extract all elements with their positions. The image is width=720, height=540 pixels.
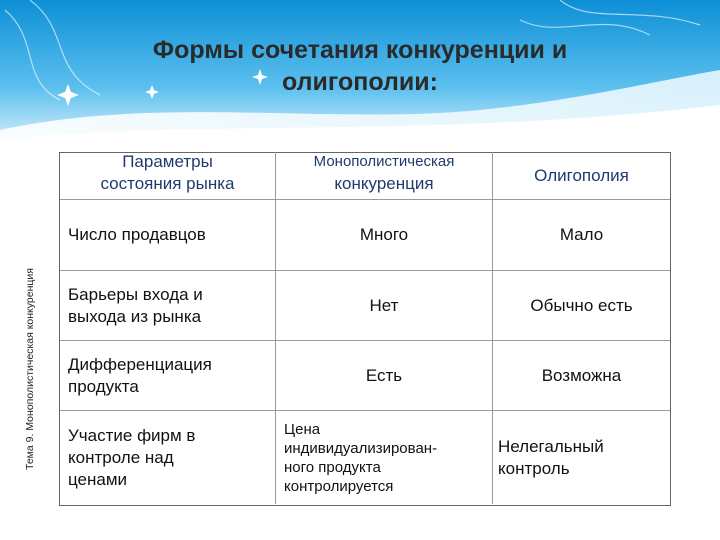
row2-param (68, 271, 273, 340)
header-oligopoly: Олигополия (534, 165, 629, 185)
row4-param-line2: контроле над (68, 447, 174, 467)
row2-monopolistic: Нет (369, 295, 399, 315)
row4-param-line3: ценами (68, 469, 128, 489)
row2-oligopoly: Обычно есть (530, 295, 633, 315)
header-monopolistic (276, 148, 492, 198)
row4-mono-line3: ного продукта (284, 458, 381, 476)
row4-monopolistic (284, 411, 490, 504)
row4-oligopoly (498, 411, 670, 504)
row2-param-line1: Барьеры входа и (68, 284, 203, 304)
row3-param-line1: Дифференциация (68, 354, 212, 374)
row3-param-line2: продукта (68, 376, 139, 396)
row1-param: Число продавцов (68, 225, 206, 244)
side-topic-label: Тема 9. Монополистическая конкуренция (24, 268, 36, 470)
row4-oligo-line2: контроль (498, 458, 570, 478)
header-params-line2: состояния рынка (100, 174, 235, 193)
row3-monopolistic: Есть (365, 365, 403, 385)
header-monopolistic-line2: конкуренция (334, 174, 434, 193)
row4-param (68, 411, 273, 504)
row1-oligopoly: Мало (559, 225, 604, 244)
row1-monopolistic: Много (359, 225, 409, 244)
row4-mono-line4: контролируется (284, 477, 394, 495)
slide-title-line2: олигополии: (282, 68, 438, 96)
row3-oligopoly: Возможна (541, 365, 622, 385)
slide-title-line1: Формы сочетания конкуренции и (152, 36, 568, 64)
row2-param-line2: выхода из рынка (68, 306, 202, 326)
row4-mono-line2: индивидуализирован- (284, 439, 438, 457)
header-params-line1: Параметры (122, 152, 213, 171)
header-monopolistic-line1: Монополистическая (313, 153, 455, 170)
row4-mono-line1: Цена (284, 420, 321, 438)
row4-param-line1: Участие фирм в (68, 425, 196, 445)
header-params (60, 148, 275, 198)
row3-param (68, 341, 273, 410)
row4-oligo-line1: Нелегальный (498, 436, 604, 456)
